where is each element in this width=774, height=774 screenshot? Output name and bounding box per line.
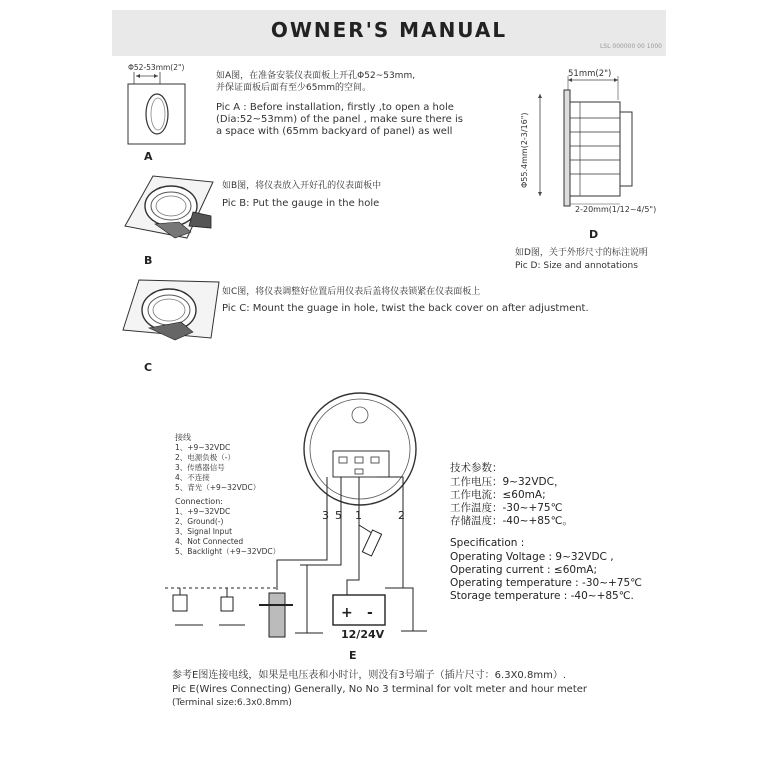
pic-c-en: Pic C: Mount the guage in hole, twist the back cover on after adjustment. <box>222 303 589 314</box>
tech-zh-row-2: 工作电流：≤60mA; <box>450 489 546 501</box>
tech-en-row-2: Operating current : ≤60mA; <box>450 564 598 576</box>
pic-d-depth-dimension: 2-20mm(1/12~4/5") <box>575 205 657 214</box>
pic-a-drawing <box>112 62 202 160</box>
wire-number-1: 1 <box>355 509 362 522</box>
pic-b-zh: 如B图，将仪表放入开好孔的仪表面板中 <box>222 181 382 191</box>
pic-d-drawing <box>510 66 665 226</box>
battery-minus: - <box>367 605 373 621</box>
pic-b-label: B <box>144 254 153 267</box>
wiring-zh-item-4: 4、不连接 <box>175 473 210 482</box>
pic-c-label: C <box>144 361 153 374</box>
tech-zh-title: 技术参数： <box>450 462 503 474</box>
page-title: OWNER'S MANUAL <box>270 18 508 42</box>
pic-d-en: Pic D: Size and annotations <box>515 261 638 271</box>
wiring-zh-item-5: 5、背光（+9~32VDC） <box>175 483 261 492</box>
battery-plus: + <box>341 605 353 621</box>
pic-c-drawing <box>115 270 225 348</box>
pic-a-en-line-2: (Dia:52~53mm) of the panel , make sure there is <box>216 114 463 125</box>
pic-b-drawing <box>115 168 215 250</box>
wiring-zh-item-3: 3、传感器信号 <box>175 463 225 472</box>
wiring-en-item-5: 5、Backlight（+9~32VDC） <box>175 547 281 556</box>
pic-d-zh: 如D图，关于外形尺寸的标注说明 <box>515 248 648 258</box>
wiring-en-item-2: 2、Ground(-) <box>175 517 224 526</box>
pic-b-en: Pic B: Put the gauge in the hole <box>222 198 380 209</box>
wiring-zh-item-2: 2、电源负极（-） <box>175 453 235 462</box>
tech-zh-row-3: 工作温度：-30~+75℃ <box>450 502 563 514</box>
pic-a-en-line-3: a space with (65mm backyard of panel) as well <box>216 126 453 137</box>
pic-a-en-line-1: Pic A : Before installation, firstly ,to open a hole <box>216 102 454 113</box>
tech-zh-row-4: 存储温度：-40~+85℃。 <box>450 515 573 527</box>
pic-e-label: E <box>349 649 357 662</box>
pic-d-width-dimension: 51mm(2") <box>568 69 612 79</box>
wiring-zh-title: 接线 <box>175 433 191 442</box>
tech-en-row-1: Operating Voltage : 9~32VDC , <box>450 551 614 563</box>
header-reference: LSL 000000 00 1000 <box>599 43 662 50</box>
pic-e-en-line-2: (Terminal size:6.3x0.8mm) <box>172 698 292 708</box>
wire-number-5: 5 <box>335 509 342 522</box>
pic-e-en-line-1: Pic E(Wires Connecting) Generally, No No 3 terminal for volt meter and hour meter <box>172 684 588 695</box>
tech-en-row-3: Operating temperature : -30~+75℃ <box>450 577 642 589</box>
pic-a-zh-line-1: 如A图，在准备安装仪表面板上开孔Φ52~53mm, <box>216 71 416 81</box>
wire-number-3: 3 <box>322 509 329 522</box>
wiring-diagram <box>165 385 440 645</box>
pic-d-height-dimension: Φ55.4mm(2-3/16") <box>520 112 529 188</box>
pic-d-label: D <box>589 228 599 241</box>
pic-a-label: A <box>144 150 153 163</box>
wiring-en-item-1: 1、+9~32VDC <box>175 507 231 516</box>
battery-label: 12/24V <box>341 628 385 641</box>
tech-en-row-4: Storage temperature : -40~+85℃. <box>450 590 634 602</box>
pic-c-zh: 如C图，将仪表调整好位置后用仪表后盖将仪表锁紧在仪表面板上 <box>222 287 481 297</box>
pic-e-zh: 参考E图连接电线，如果是电压表和小时计，则没有3号端子（插片尺寸：6.3X0.8mm）. <box>172 670 566 681</box>
wiring-en-title: Connection: <box>175 497 223 506</box>
wiring-en-item-4: 4、Not Connected <box>175 537 244 546</box>
pic-a-zh-line-2: 并保证面板后面有至少65mm的空间。 <box>216 83 371 93</box>
wire-number-2: 2 <box>398 509 405 522</box>
pic-a-dimension: Φ52-53mm(2") <box>128 63 185 72</box>
wiring-zh-item-1: 1、+9~32VDC <box>175 443 231 452</box>
tech-zh-row-1: 工作电压：9~32VDC， <box>450 476 565 488</box>
tech-en-title: Specification : <box>450 537 525 549</box>
wiring-en-item-3: 3、Signal Input <box>175 527 233 536</box>
